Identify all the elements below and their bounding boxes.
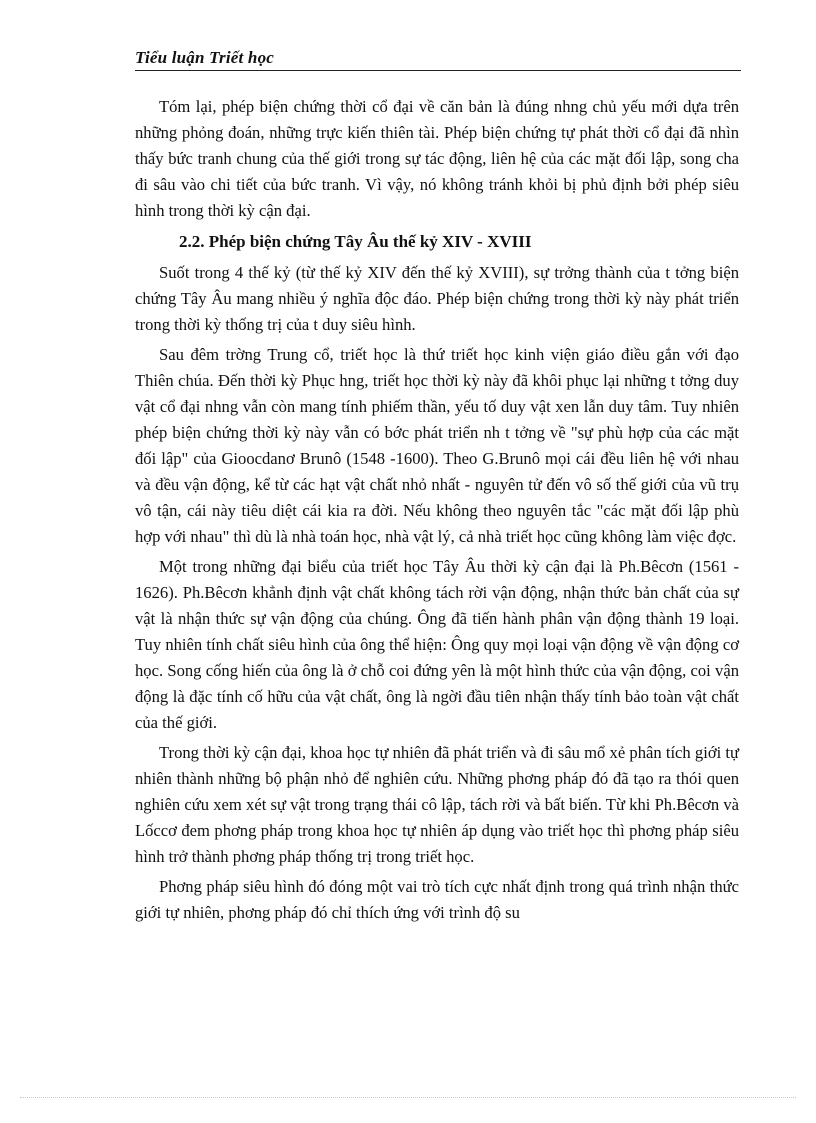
- paragraph-metaphysics: Phơng pháp siêu hình đó đóng một vai trò tích cực nhất định trong quá trình nhận thức giới tự nhiên, phơng pháp đó chỉ thích ứng với trình độ su: [135, 877, 739, 922]
- paragraph-natural-science: Trong thời kỳ cận đại, khoa học tự nhiên đã phát triển và đi sâu mổ xẻ phân tích giới tự nhiên thành những bộ phận nhỏ để nghiên cứu. Những phơng pháp đó đã tạo ra thói quen nghiên cứu xem xét sự vật trong trạng thái cô lập, tách rời và bất biến. Từ khi Ph.Bêcơn và Lốccơ đem phơng pháp trong khoa học tự nhiên áp dụng vào triết học thì phơng pháp siêu hình trở thành phơng pháp thống trị trong triết học.: [135, 743, 739, 866]
- page-header: [135, 48, 741, 71]
- paragraph-four-centuries: Suốt trong 4 thế kỷ (từ thế kỷ XIV đến thế kỷ XVIII), sự trởng thành của t tởng biện chứng Tây Âu mang nhiều ý nghĩa độc đáo. Phép biện chứng trong thời kỳ này phát triển trong thời kỳ thống trị của t duy siêu hình.: [135, 263, 739, 334]
- paragraph-bacon: Một trong những đại biểu của triết học Tây Âu thời kỳ cận đại là Ph.Bêcơn (1561 - 1626). Ph.Bêcơn khẳnh định vật chất không tách rời vận động, nhận thức bản chất của sự vật là nhận thức sự vận động của chúng. Ông đã tiến hành phân vận động thành 19 loại. Tuy nhiên tính chất siêu hình của ông thể hiện: Ông quy mọi loại vận động về vận động cơ học. Song cống hiến của ông là ở chỗ coi đứng yên là một hình thức của vận động, coi vận động là đặc tính cố hữu của vật chất, ông là ngời đầu tiên nhận thấy tính bảo toàn vật chất của thế giới.: [135, 557, 739, 732]
- header-title: Tiểu luận Triết học: [135, 48, 275, 67]
- document-body: [135, 94, 739, 930]
- paragraph-summary: Tóm lại, phép biện chứng thời cổ đại về căn bản là đúng nhng chủ yếu mới dựa trên những phỏng đoán, những trực kiến thiên tài. Phép biện chứng tự phát thời cổ đại đã nhìn thấy bức tranh chung của thế giới trong sự tác động, liên hệ của các mặt đối lập, song cha đi sâu vào chi tiết của bức tranh. Vì vậy, nó không tránh khỏi bị phủ định bởi phép siêu hình trong thời kỳ cận đại.: [135, 97, 739, 220]
- section-heading: 2.2. Phép biện chứng Tây Âu thế kỷ XIV - XVIII: [179, 232, 532, 251]
- page-bottom-divider: [20, 1097, 796, 1098]
- paragraph-renaissance: Sau đêm trờng Trung cổ, triết học là thứ triết học kinh viện giáo điều gắn với đạo Thiên chúa. Đến thời kỳ Phục hng, triết học thời kỳ này đã khôi phục lại những t tởng duy vật cổ đại nhng vẫn còn mang tính phiếm thần, yếu tố duy vật xen lẫn duy tâm. Tuy nhiên phép biện chứng thời kỳ này vẫn có bớc phát triển nh t tởng về "sự phù hợp của các mặt đối lập" của Gioocdanơ Brunô (1548 -1600). Theo G.Brunô mọi cái đều liên hệ với nhau và đều vận động, kể từ các hạt vật chất nhỏ nhất - nguyên tử đến vô số thế giới của vũ trụ vô tận, cái này tiêu diệt cái kia ra đời. Nếu không theo nguyên tắc "các mặt đối lập phù hợp với nhau" thì dù là nhà toán học, nhà vật lý, cả nhà triết học cũng không làm việc đợc.: [135, 345, 739, 546]
